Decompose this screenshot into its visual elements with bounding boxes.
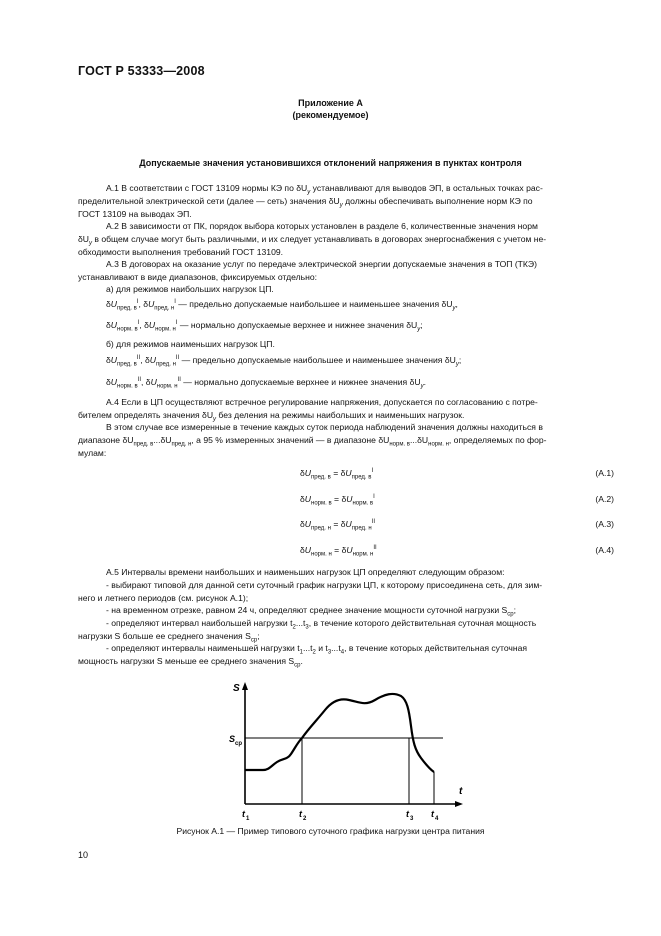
paragraph-a1-line3: ГОСТ 13109 на выводах ЭП.: [78, 209, 192, 219]
paragraph-a3-line2: устанавливают в виде диапазонов, фиксируемых отдельно:: [78, 272, 317, 282]
load-curve: [245, 694, 434, 772]
paragraph-a5-line8: мощность нагрузки S меньше ее среднего значения $S_{ср}$.: [78, 656, 303, 669]
tick-t1: t: [242, 809, 245, 819]
average-level-label: S: [229, 734, 236, 744]
equation-number-a2: (А.2): [595, 494, 614, 504]
paragraph-a5-line5: - определяют интервал наибольшей нагрузки $t_2...t_3$, в течение которого действительная суточная мощность: [106, 618, 537, 631]
equation-a1: $\delta U_{пред. в} = \delta U_{пред. в}^I$: [300, 468, 374, 481]
paragraph-a2: А.2 В зависимости от ПК, порядок выбора которых установлен в разделе 6, количественные значения норм: [106, 221, 538, 231]
equation-number-a4: (А.4): [595, 545, 614, 555]
paragraph-a2-line2: $\delta U_у$ в общем случае могут быть различными, и их следует устанавливать в договорах энергоснабжения с учетом не-: [78, 234, 547, 247]
equation-number-a3: (А.3): [595, 519, 614, 529]
load-curve-figure: [225, 676, 475, 826]
paragraph-a2-line3: обходимости выполнения требований ГОСТ 13109.: [78, 247, 284, 257]
list-item-a1: $\delta U_{пред. в}^I$, $\delta U_{пред. н}^I$ — предельно допускаемые наибольшее и наименьшее значения $\delta U_у$,: [106, 299, 458, 312]
page-number: 10: [78, 850, 89, 860]
equation-a4: $\delta U_{норм. н} = \delta U_{норм. н}^{II}$: [300, 545, 377, 558]
tick-t4: t: [431, 809, 434, 819]
section-title: Допускаемые значения установившихся отклонений напряжения в пунктах контроля: [139, 158, 522, 168]
paragraph-a5-line4: - на временном отрезке, равном 24 ч, определяют среднее значение мощности суточной нагрузки $S_{ср}$;: [106, 605, 517, 618]
average-level-sub: ср: [235, 741, 243, 747]
y-axis-arrow: [242, 682, 248, 690]
paragraph-a3: А.3 В договорах на оказание услуг по передаче электрической энергии допускаемые значения в ТОП (ТКЭ): [106, 259, 537, 269]
paragraph-a1-line2: пределительной электрической сети (далее — сеть) значения $\delta U_у$ должны обеспечивать выполнение норм КЭ по: [78, 196, 533, 209]
paragraph-a5: А.5 Интервалы времени наибольших и наименьших нагрузок ЦП определяют следующим образом:: [106, 567, 505, 577]
paragraph-a4-line2: бителем определять значения $\delta U_у$ без деления на режимы наибольших и наименьших нагрузок.: [78, 410, 465, 423]
paragraph-a5-line3: него и летнего периодов (см. рисунок А.1);: [78, 593, 249, 603]
equation-a2: $\delta U_{норм. в} = \delta U_{норм. в}^I$: [300, 494, 375, 507]
tick-t2: t: [299, 809, 302, 819]
paragraph-a4-line3: В этом случае все измеренные в течение каждых суток периода наблюдений значения должны находиться в: [106, 422, 543, 432]
list-item-a: а) для режимов наибольших нагрузок ЦП.: [106, 284, 274, 294]
appendix-subtitle: (рекомендуемое): [292, 110, 369, 120]
equation-number-a1: (А.1): [595, 468, 614, 478]
paragraph-a5-line6: нагрузки S больше ее среднего значения $S_{ср}$;: [78, 631, 260, 644]
x-axis-label: t: [459, 786, 463, 797]
list-item-a2: $\delta U_{норм. в}^I$, $\delta U_{норм. н}^I$ — нормально допускаемые верхнее и нижнее значения $\delta U_у$;: [106, 320, 423, 333]
list-item-b2: $\delta U_{норм. в}^{II}$, $\delta U_{норм. н}^{II}$ — нормально допускаемые верхнее и нижнее значения $\delta U_у$.: [106, 377, 426, 390]
tick-t4-sub: 4: [435, 816, 439, 822]
list-item-b: б) для режимов наименьших нагрузок ЦП.: [106, 339, 275, 349]
tick-t3: t: [406, 809, 409, 819]
paragraph-a5-line7: - определяют интервалы наименьшей нагрузки $t_1...t_2$ и $t_3...t_4$, в течение которых действительная суточная: [106, 643, 528, 656]
standard-header: ГОСТ Р 53333—2008: [78, 64, 205, 78]
paragraph-a4-line4: диапазоне $\delta U_{пред. в}...\delta U_{пред. н}$, а 95 % измеренных значений — в диапазоне $\delta U_{норм. в}...\delta U_{норм. н}$, определяемых по фор-: [78, 435, 547, 448]
equation-a3: $\delta U_{пред. н} = \delta U_{пред. н}^{II}$: [300, 519, 376, 532]
paragraph-a1: А.1 В соответствии с ГОСТ 13109 нормы КЭ по $\delta U_у$ устанавливают для выводов ЭП, в остальных точках рас-: [106, 183, 543, 196]
list-item-b1: $\delta U_{пред. в}^{II}$, $\delta U_{пред. н}^{II}$ — предельно допускаемые наибольшее и наименьшее значения $\delta U_у$;: [106, 355, 462, 368]
y-axis-label: S: [233, 683, 240, 694]
appendix-title: Приложение А: [298, 98, 363, 108]
paragraph-a4-line5: мулам:: [78, 448, 107, 458]
figure-caption: Рисунок А.1 — Пример типового суточного графика нагрузки центра питания: [176, 826, 485, 836]
tick-t1-sub: 1: [246, 816, 250, 822]
tick-t2-sub: 2: [303, 816, 307, 822]
paragraph-a5-line2: - выбирают типовой для данной сети суточный график нагрузки ЦП, к которому присоединена сеть, для зим-: [106, 580, 543, 590]
x-axis-arrow: [455, 801, 463, 807]
tick-t3-sub: 3: [410, 816, 414, 822]
paragraph-a4: А.4 Если в ЦП осуществляют встречное регулирование напряжения, допускается по согласованию с потре-: [106, 397, 538, 407]
